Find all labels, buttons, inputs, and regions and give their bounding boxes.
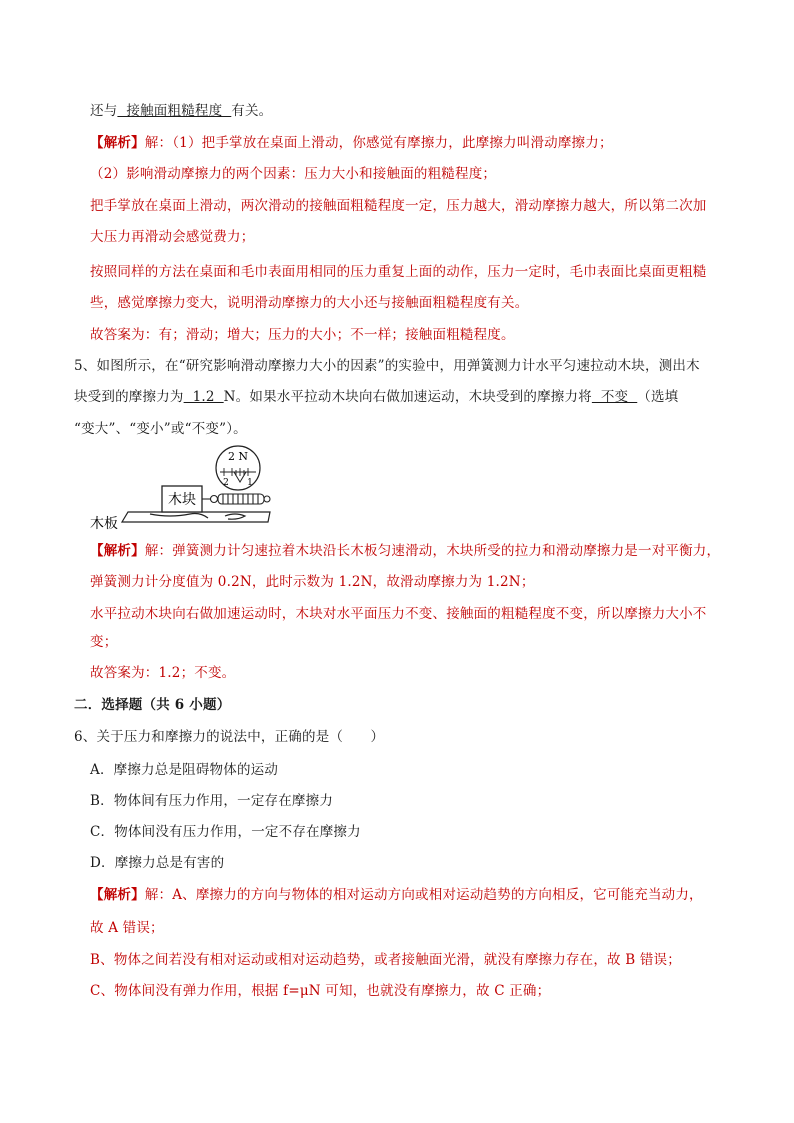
- analysis-tag: 【解析】: [90, 135, 145, 151]
- q4-analysis-line-2: （2）影响滑动摩擦力的两个因素：压力大小和接触面的粗糙程度；: [90, 166, 497, 182]
- q6-analysis-text-1: 解：A、摩擦力的方向与物体的相对运动方向或相对运动趋势的方向相反，它可能充当动力，: [144, 887, 703, 903]
- q6-option-b: B．物体间有压力作用，一定存在摩擦力: [90, 793, 334, 809]
- q5-analysis-line-4: 变；: [90, 634, 118, 650]
- spring-scale: [202, 494, 270, 504]
- q6-option-a: A．摩擦力总是阻碍物体的运动: [90, 762, 279, 778]
- q4-analysis-line-4: 大压力再滑动会感觉费力；: [90, 229, 255, 245]
- q4-analysis-line-1: [90, 133, 613, 153]
- q5-analysis-text-1: 解：弹簧测力计匀速拉着木块沿长木板匀速滑动，木块所受的拉力和滑动摩擦力是一对平衡力，: [144, 543, 721, 559]
- q6-stem: 6、关于压力和摩擦力的说法中，正确的是（ ）: [74, 729, 385, 745]
- q6-option-d: D．摩擦力总是有害的: [90, 855, 225, 871]
- q6-option-c: C．物体间没有压力作用，一定不存在摩擦力: [90, 824, 361, 840]
- q4-analysis-line-3: 把手掌放在桌面上滑动，两次滑动的接触面粗糙程度一定，压力越大，滑动摩擦力越大，所以第二次加: [90, 198, 707, 214]
- q5-stem-line-3: “变大”、“变小”或“不变”）。: [74, 421, 247, 437]
- analysis-tag: 【解析】: [90, 543, 145, 559]
- zoom-dial: [216, 446, 260, 490]
- q6-analysis-line-2: 故 A 错误；: [90, 920, 164, 936]
- q6-analysis-line-4: C、物体间没有弹力作用，根据 f=μN 可知，也就没有摩擦力，故 C 正确；: [90, 983, 551, 999]
- q5-stem-line-1: 5、如图所示，在“研究影响滑动摩擦力大小的因素”的实验中，用弹簧测力计水平匀速拉动木块，测出木: [74, 358, 700, 374]
- q4-tail-line: [90, 101, 272, 121]
- board-shape: [122, 512, 270, 522]
- analysis-tag: 【解析】: [90, 887, 145, 903]
- block-label: 木块: [168, 492, 196, 508]
- block-shape: [162, 486, 202, 512]
- q4-analysis-line-5: 按照同样的方法在桌面和毛巾表面用相同的压力重复上面的动作，压力一定时，毛巾表面比桌面更粗糙: [90, 264, 707, 280]
- q4-analysis-line-6: 些，感觉摩擦力变大，说明滑动摩擦力的大小还与接触面粗糙程度有关。: [90, 295, 529, 311]
- dial-tick-right: 1: [247, 478, 253, 488]
- q4-answer-line: 故答案为：有；滑动；增大；压力的大小；不一样；接触面粗糙程度。: [90, 327, 515, 343]
- board-label: 木板: [90, 516, 118, 530]
- q5-answer-blank-1: 1.2: [183, 389, 224, 405]
- q5-stem-line-2: [74, 387, 678, 407]
- q4-tail-prefix: 还与: [90, 103, 118, 119]
- spring-scale-figure: [90, 442, 280, 530]
- q5-answer-blank-2: 不变: [591, 389, 638, 405]
- q5-analysis-line-2: 弹簧测力计分度值为 0.2N，此时示数为 1.2N，故滑动摩擦力为 1.2N；: [90, 574, 535, 590]
- q5-analysis-line-3: 水平拉动木块向右做加速运动时，木块对水平面压力不变、接触面的粗糙程度不变，所以摩擦力大小不: [90, 606, 707, 622]
- q6-analysis-line-3: B、物体之间若没有相对运动或相对运动趋势，或者接触面光滑，就没有摩擦力存在，故 B 错误；: [90, 952, 681, 968]
- q5-stem-text-c: （选填: [637, 389, 679, 405]
- q4-analysis-text-1: 解：（1）把手掌放在桌面上滑动，你感觉有摩擦力，此摩擦力叫滑动摩擦力；: [144, 135, 613, 151]
- q4-answer-blank: 接触面粗糙程度: [117, 103, 232, 119]
- section-heading: 二．选择题（共 6 小题）: [74, 697, 231, 713]
- q5-answer-line: 故答案为：1.2；不变。: [90, 665, 236, 681]
- q4-tail-suffix: 有关。: [231, 103, 273, 119]
- dial-tick-left: 2: [223, 478, 229, 488]
- q6-analysis-line-1: [90, 885, 703, 905]
- q5-stem-text-b: N。如果水平拉动木块向右做加速运动，木块受到的摩擦力将: [223, 389, 592, 405]
- q5-analysis-line-1: [90, 541, 720, 561]
- dial-unit-label: 2 N: [227, 450, 249, 463]
- q5-stem-text-a: 块受到的摩擦力为: [74, 389, 184, 405]
